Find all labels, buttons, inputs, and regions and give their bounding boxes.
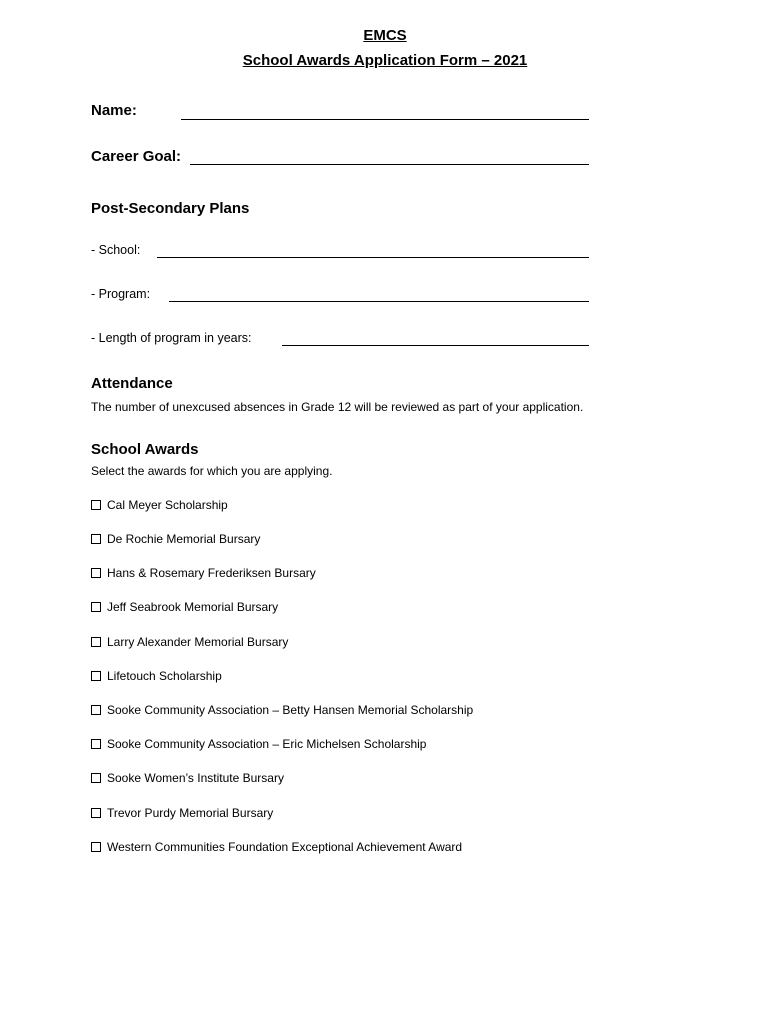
award-item[interactable] (91, 703, 473, 717)
award-label: Jeff Seabrook Memorial Bursary (107, 600, 279, 614)
award-label: Sooke Women’s Institute Bursary (107, 771, 284, 785)
award-checkbox[interactable] (91, 637, 101, 647)
award-checkbox[interactable] (91, 808, 101, 818)
award-label: Hans & Rosemary Frederiksen Bursary (107, 566, 316, 580)
career-goal-input-line[interactable] (190, 164, 589, 165)
school-input-line[interactable] (157, 257, 589, 258)
awards-instruction: Select the awards for which you are applying. (91, 464, 333, 478)
award-item[interactable] (91, 806, 273, 820)
award-checkbox[interactable] (91, 773, 101, 783)
school-label: - School: (91, 243, 141, 257)
attendance-note: The number of unexcused absences in Grade 12 will be reviewed as part of your application. (91, 400, 584, 414)
form-title: School Awards Application Form – 2021 (242, 52, 528, 69)
award-item[interactable] (91, 566, 316, 580)
award-item[interactable] (91, 532, 260, 546)
award-item[interactable] (91, 600, 278, 614)
award-checkbox[interactable] (91, 671, 101, 681)
name-label: Name: (91, 102, 137, 119)
award-label: Sooke Community Association – Betty Hansen Memorial Scholarship (107, 703, 474, 717)
award-item[interactable] (91, 635, 288, 649)
award-label: Trevor Purdy Memorial Bursary (107, 806, 274, 820)
program-label: - Program: (91, 287, 151, 301)
award-checkbox[interactable] (91, 739, 101, 749)
award-item[interactable] (91, 669, 222, 683)
form-org-title: EMCS (363, 27, 407, 44)
award-checkbox[interactable] (91, 602, 101, 612)
award-label: Cal Meyer Scholarship (107, 498, 228, 512)
award-checkbox[interactable] (91, 842, 101, 852)
award-checkbox[interactable] (91, 705, 101, 715)
award-checkbox[interactable] (91, 568, 101, 578)
school-awards-heading: School Awards (91, 441, 199, 458)
program-input-line[interactable] (169, 301, 589, 302)
award-checkbox[interactable] (91, 500, 101, 510)
award-item[interactable] (91, 498, 228, 512)
award-label: Sooke Community Association – Eric Michelsen Scholarship (107, 737, 427, 751)
name-input-line[interactable] (181, 119, 589, 120)
award-item[interactable] (91, 737, 426, 751)
award-item[interactable] (91, 840, 462, 854)
post-secondary-heading: Post-Secondary Plans (91, 200, 250, 217)
award-item[interactable] (91, 771, 284, 785)
attendance-heading: Attendance (91, 375, 173, 392)
award-label: De Rochie Memorial Bursary (107, 532, 261, 546)
program-length-input-line[interactable] (282, 345, 589, 346)
award-label: Lifetouch Scholarship (107, 669, 222, 683)
program-length-label: - Length of program in years: (91, 331, 252, 345)
award-checkbox[interactable] (91, 534, 101, 544)
award-label: Western Communities Foundation Exceptional Achievement Award (107, 840, 463, 854)
award-label: Larry Alexander Memorial Bursary (107, 635, 289, 649)
career-goal-label: Career Goal: (91, 148, 182, 165)
